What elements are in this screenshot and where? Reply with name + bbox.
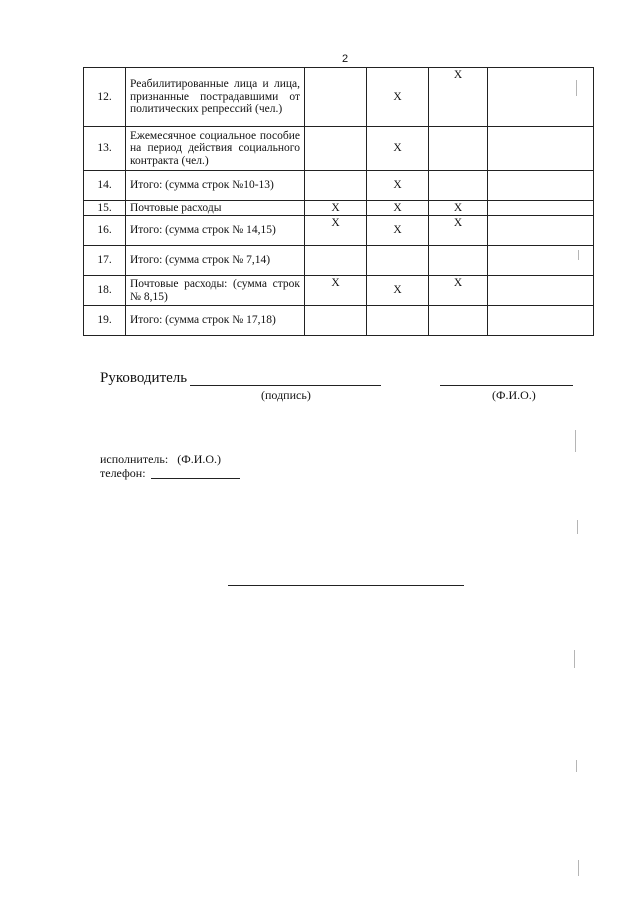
signature-caption: (подпись): [261, 388, 311, 402]
table-row: [84, 306, 594, 336]
cell-col1: [305, 246, 367, 276]
table-row: [84, 127, 594, 171]
row-number: 15.: [84, 201, 126, 216]
cell-col4: [488, 306, 594, 336]
cell-col3: [429, 127, 488, 171]
phone-underline: [151, 478, 240, 479]
cell-col1: [305, 127, 367, 171]
phone-label: телефон:: [100, 466, 146, 480]
cell-col1: X: [305, 201, 367, 216]
row-number: 13.: [84, 127, 126, 171]
cell-col2: X: [367, 216, 429, 246]
cell-col4: [488, 68, 594, 127]
row-number: 18.: [84, 276, 126, 306]
row-description: Итого: (сумма строк № 7,14): [126, 246, 305, 276]
name-caption: (Ф.И.О.): [492, 388, 536, 402]
cell-col2: X: [367, 68, 429, 127]
scan-speck: [578, 250, 579, 260]
head-label: Руководитель: [100, 370, 188, 386]
table-row: [84, 171, 594, 201]
signature-block: [100, 370, 580, 402]
row-number: 16.: [84, 216, 126, 246]
row-number: 19.: [84, 306, 126, 336]
cell-col3: X: [429, 216, 488, 246]
cell-col2: X: [367, 201, 429, 216]
table-row: [84, 68, 594, 127]
cell-col1: [305, 68, 367, 127]
bottom-divider-line: [228, 585, 464, 586]
row-number: 17.: [84, 246, 126, 276]
table-row: [84, 276, 594, 306]
scan-speck: [576, 760, 577, 772]
cell-col4: [488, 171, 594, 201]
executor-name-caption: (Ф.И.О.): [177, 452, 222, 466]
executor-line: [100, 452, 221, 466]
cell-col2: [367, 246, 429, 276]
cell-col3: X: [429, 201, 488, 216]
cell-col3: [429, 246, 488, 276]
cell-col4: [488, 127, 594, 171]
cell-col4: [488, 201, 594, 216]
cell-col4: [488, 216, 594, 246]
row-description: Реабилитированные лица и лица, признанные пострадавшими от политических репрессий (чел.): [126, 68, 305, 127]
cell-col2: [367, 306, 429, 336]
scan-speck: [576, 80, 577, 96]
cell-col3: X: [429, 68, 488, 127]
scan-speck: [575, 430, 576, 452]
scan-speck: [577, 520, 578, 534]
table-row: [84, 201, 594, 216]
table-row: [84, 216, 594, 246]
cell-col3: X: [429, 276, 488, 306]
report-table: [83, 67, 594, 336]
row-description: Почтовые расходы: [126, 201, 305, 216]
page-number: 2: [341, 53, 349, 65]
table-row: [84, 246, 594, 276]
cell-col2: X: [367, 171, 429, 201]
row-description: Почтовые расходы: (сумма строк № 8,15): [126, 276, 305, 306]
row-description: Итого: (сумма строк № 17,18): [126, 306, 305, 336]
executor-label: исполнитель:: [100, 452, 169, 466]
cell-col2: X: [367, 276, 429, 306]
row-description: Итого: (сумма строк № 14,15): [126, 216, 305, 246]
phone-line: [100, 466, 221, 480]
cell-col2: X: [367, 127, 429, 171]
row-description: Итого: (сумма строк №10-13): [126, 171, 305, 201]
scan-speck: [578, 860, 579, 876]
executor-block: [100, 452, 221, 480]
name-line: [440, 385, 573, 386]
cell-col3: [429, 306, 488, 336]
cell-col3: [429, 171, 488, 201]
cell-col1: [305, 171, 367, 201]
cell-col1: X: [305, 276, 367, 306]
cell-col1: [305, 306, 367, 336]
scan-speck: [574, 650, 575, 668]
cell-col1: X: [305, 216, 367, 246]
signature-line: [190, 385, 381, 386]
row-number: 12.: [84, 68, 126, 127]
cell-col4: [488, 276, 594, 306]
row-description: Ежемесячное социальное пособие на период действия социального контракта (чел.): [126, 127, 305, 171]
row-number: 14.: [84, 171, 126, 201]
